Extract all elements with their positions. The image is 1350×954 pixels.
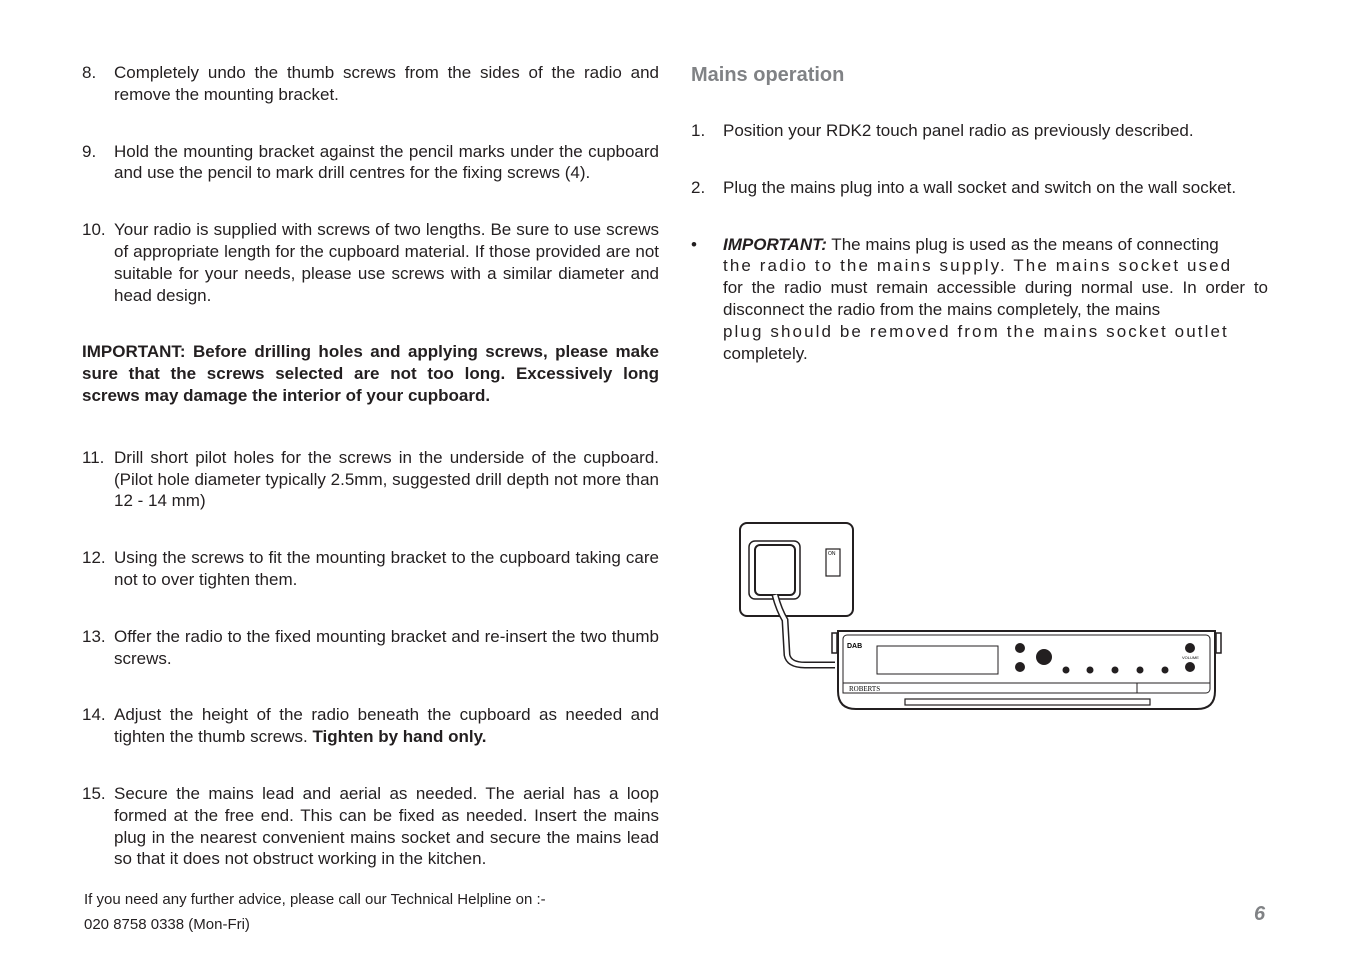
step-11 [82, 447, 659, 512]
helpline-number: 020 8758 0338 (Mon-Fri) [84, 916, 250, 933]
step-bold-note: Tighten by hand only. [312, 727, 487, 747]
step-text: Plug the mains plug into a wall socket and switch on the wall socket. [723, 177, 1237, 197]
important-text: completely. [723, 343, 808, 363]
step-number: 2. [691, 177, 706, 197]
brand-logo: ROBERTS [849, 685, 881, 693]
step-text: Adjust the height of the radio beneath the cupboard as needed and tighten the thumb screws. [114, 705, 659, 747]
step-text: Your radio is supplied with screws of two lengths. Be sure to use screws of appropriate length for the cupboard material. If those provided are not suitable for your needs, please use screws with a similar diameter and head design. [114, 220, 659, 305]
page-number: 6 [1254, 903, 1266, 925]
step-number: 10. [82, 220, 106, 240]
step-number: 8. [82, 63, 97, 82]
step-14 [82, 704, 659, 748]
step-number: 14. [82, 705, 106, 725]
step-text: Completely undo the thumb screws from the sides of the radio and remove the mounting bracket. [114, 63, 659, 104]
right-column [691, 62, 1268, 364]
step-text: Secure the mains lead and aerial as needed. The aerial has a loop formed at the free end. This can be fixed as needed. Insert the mains plug in the nearest convenient mains socket and secure the mains lead so that it does not obstruct working in the kitchen. [114, 783, 659, 869]
socket-on-label: ON [828, 551, 836, 557]
step-text: Hold the mounting bracket against the pencil marks under the cupboard and use the pencil to mark drill centres for the fixing screws (4). [114, 141, 659, 183]
step-8 [82, 62, 659, 106]
bullet: • [691, 234, 697, 254]
section-heading: Mains operation [691, 64, 845, 86]
left-column [82, 62, 659, 870]
step-13 [82, 626, 659, 670]
step-number: 13. [82, 626, 106, 646]
important-text: plug should be removed from the mains socket outlet [723, 321, 1229, 341]
step-text: Drill short pilot holes for the screws in the underside of the cupboard. (Pilot hole diameter typically 2.5mm, suggested drill depth not more than 12 - 14 mm) [114, 447, 659, 511]
volume-label: VOLUME [1182, 655, 1199, 660]
mains-step-1 [691, 120, 1268, 142]
helpline-text: If you need any further advice, please call our Technical Helpline on :- [84, 891, 546, 908]
step-text: Position your RDK2 touch panel radio as previously described. [723, 121, 1194, 140]
dab-logo: DAB [847, 643, 863, 650]
important-text: the radio to the mains supply. The mains socket used [723, 256, 1233, 276]
important-warning: IMPORTANT: Before drilling holes and applying screws, please make sure that the screws selected are not too long. Excessively long screws may damage the interior of your cupboard. [82, 342, 659, 405]
step-number: 11. [82, 447, 105, 467]
radio-unit [832, 631, 1221, 709]
important-note [691, 234, 1268, 365]
step-text: Using the screws to fit the mounting bracket to the cupboard taking care not to over tighten them. [114, 548, 659, 589]
step-number: 9. [82, 141, 97, 161]
important-label: IMPORTANT: [723, 234, 827, 254]
important-text: for the radio must remain accessible during normal use. In order to disconnect the radio from the mains completely, the mains [723, 278, 1268, 319]
mains-step-2 [691, 177, 1268, 199]
step-10 [82, 219, 659, 306]
step-number: 15. [82, 783, 106, 803]
step-12 [82, 547, 659, 591]
important-text: The mains plug is used as the means of connecting [826, 234, 1219, 254]
step-number: 1. [691, 121, 706, 140]
radio-mains-illustration [735, 515, 1227, 715]
step-15 [82, 783, 659, 870]
step-number: 12. [82, 548, 106, 568]
step-9 [82, 141, 659, 185]
wall-socket [740, 523, 853, 616]
step-text: Offer the radio to the fixed mounting bracket and re-insert the two thumb screws. [114, 626, 659, 668]
